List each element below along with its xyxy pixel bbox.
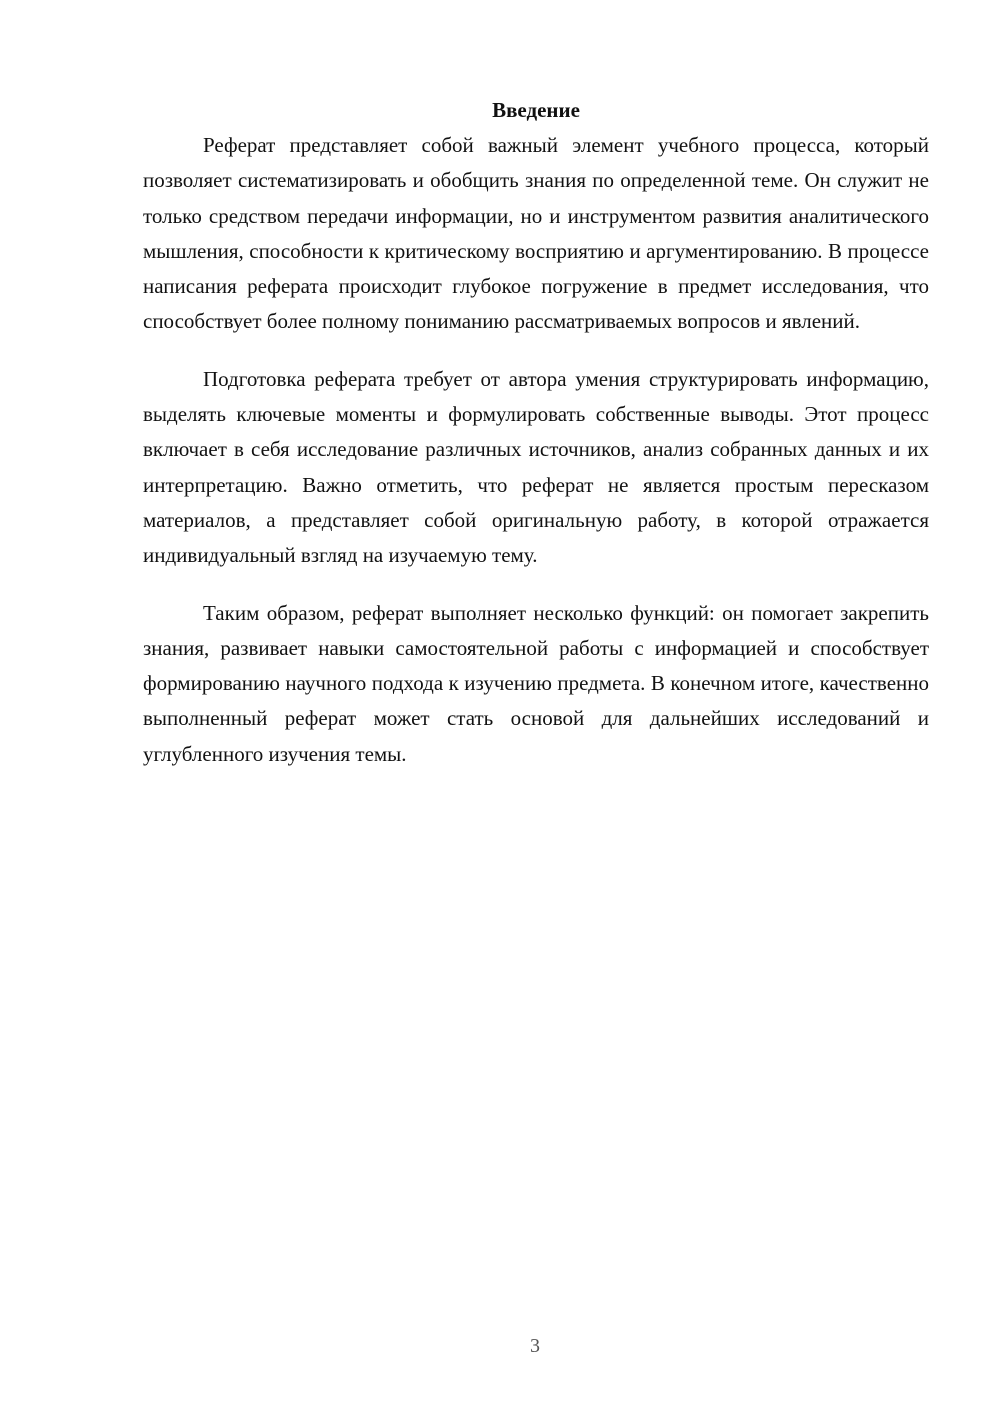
paragraph-1: Реферат представляет собой важный элемент учебного процесса, который позволяет систематизировать и обобщить знания по определенной теме. Он служит не только средством передачи информации, но и инструментом развития аналитического мышления, способности к критическому восприятию и аргументированию. В процессе написания реферата происходит глубокое погружение в предмет исследования, что способствует более полному пониманию рассматриваемых вопросов и явлений.: [143, 133, 929, 334]
paragraph-3: Таким образом, реферат выполняет несколько функций: он помогает закрепить знания, развивает навыки самостоятельной работы с информацией и способствует формированию научного подхода к изучению предмета. В конечном итоге, качественно выполненный реферат может стать основой для дальнейших исследований и углубленного изучения темы.: [143, 600, 929, 766]
paragraph-2: Подготовка реферата требует от автора умения структурировать информацию, выделять ключевые моменты и формулировать собственные выводы. Этот процесс включает в себя исследование различных источников, анализ собранных данных и их интерпретацию. Важно отметить, что реферат не является простым пересказом материалов, а представляет собой оригинальную работу, в которой отражается индивидуальный взгляд на изучаемую тему.: [143, 366, 929, 568]
section-heading: Введение: [492, 98, 580, 122]
page-number: 3: [530, 1335, 540, 1357]
page-content: [143, 93, 929, 772]
